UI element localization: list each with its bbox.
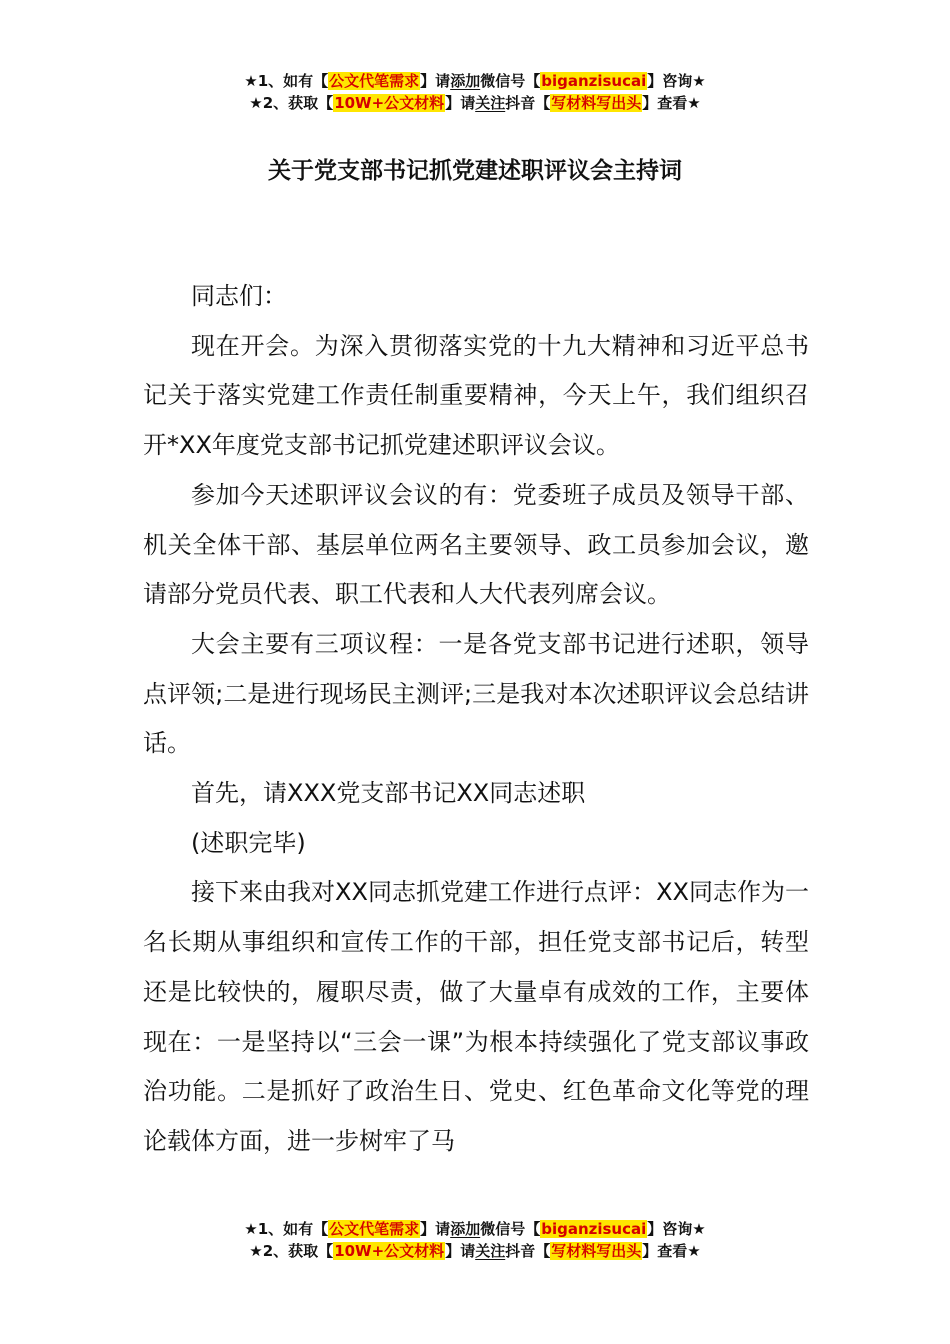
highlight-materials: 10W+公文材料 xyxy=(334,1242,445,1260)
highlight-materials: 10W+公文材料 xyxy=(334,94,445,112)
highlight-wechat-id: biganzisucai xyxy=(541,72,647,90)
highlight-wechat-id: biganzisucai xyxy=(541,1220,647,1238)
banner-line-1: ★1、如有【公文代笔需求】请添加微信号【biganzisucai】咨询★ xyxy=(244,1220,706,1238)
banner-line-1: ★1、如有【公文代笔需求】请添加微信号【biganzisucai】咨询★ xyxy=(244,72,706,90)
paragraph: 大会主要有三项议程：一是各党支部书记进行述职，领导点评领;二是进行现场民主测评;三是我对本次述职评议会总结讲话。 xyxy=(143,629,809,758)
highlight-ghostwriting: 公文代笔需求 xyxy=(329,72,420,90)
paragraph: 同志们： xyxy=(191,282,287,310)
paragraph: 接下来由我对XX同志抓党建工作进行点评：XX同志作为一名长期从事组织和宣传工作的干部，担任党支部书记后，转型还是比较快的，履职尽责，做了大量卓有成效的工作，主要体现在：一是坚持以“三会一课”为根本持续强化了党支部议事政治功能。二是抓好了政治生日、党史、红色革命文化等党的理论载体方面，进一步树牢了马 xyxy=(143,878,809,1155)
highlight-douyin: 写材料写出头 xyxy=(551,94,642,112)
paragraph: 首先，请XXX党支部书记XX同志述职 xyxy=(191,779,586,808)
paragraph: 参加今天述职评议会议的有：党委班子成员及领导干部、机关全体干部、基层单位两名主要领导、政工员参加会议，邀请部分党员代表、职工代表和人大代表列席会议。 xyxy=(143,480,809,609)
document-body xyxy=(143,272,809,1167)
banner-line-2: ★2、获取【10W+公文材料】请关注抖音【写材料写出头】查看★ xyxy=(249,1242,701,1260)
bottom-banner xyxy=(0,1218,950,1262)
banner-line-2: ★2、获取【10W+公文材料】请关注抖音【写材料写出头】查看★ xyxy=(249,94,701,112)
highlight-douyin: 写材料写出头 xyxy=(551,1242,642,1260)
highlight-ghostwriting: 公文代笔需求 xyxy=(329,1220,420,1238)
top-banner xyxy=(0,70,950,114)
paragraph: 现在开会。为深入贯彻落实党的十九大精神和习近平总书记关于落实党建工作责任制重要精神，今天上午，我们组织召开*XX年度党支部书记抓党建述职评议会议。 xyxy=(143,331,809,460)
paragraph: (述职完毕) xyxy=(191,828,306,857)
document-title: 关于党支部书记抓党建述职评议会主持词 xyxy=(268,158,682,184)
